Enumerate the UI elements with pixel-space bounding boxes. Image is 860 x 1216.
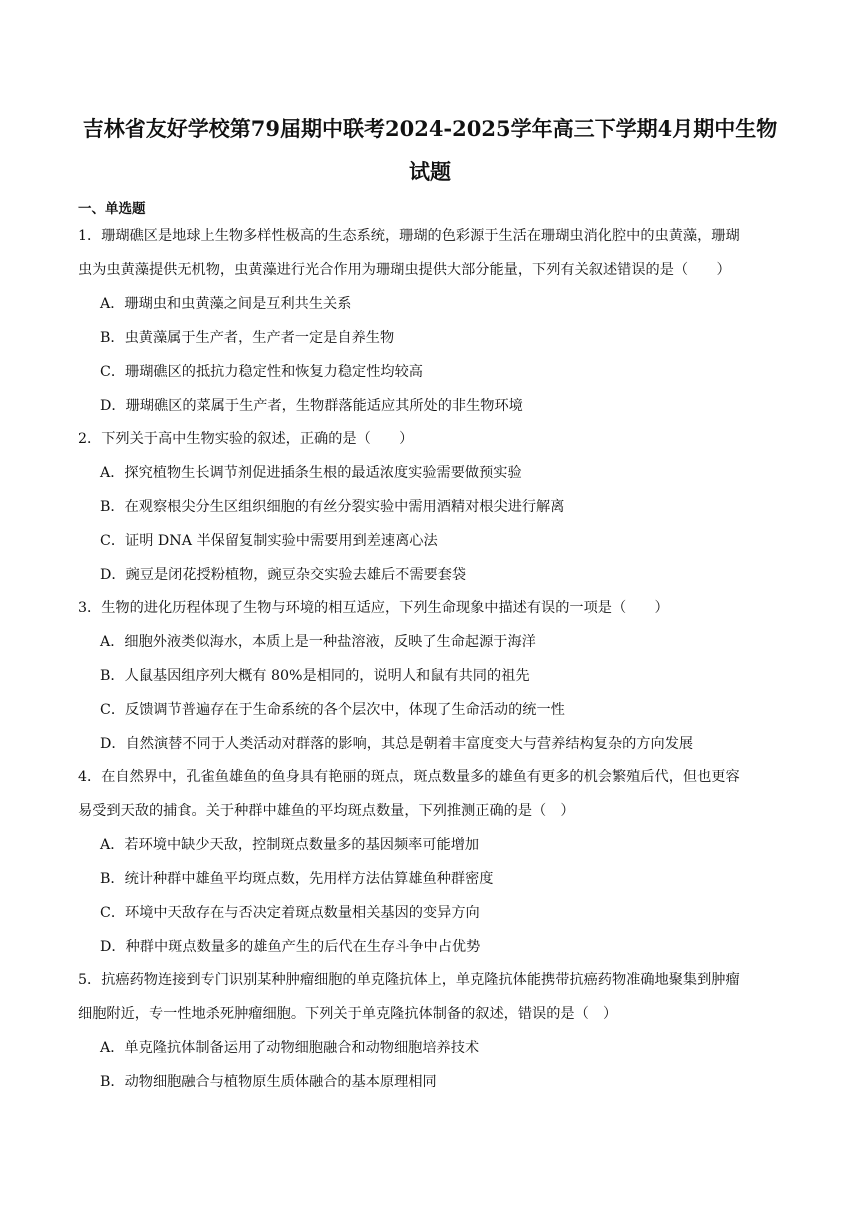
- question-5-stem-line-1: 5．抗癌药物连接到专门识别某种肿瘤细胞的单克隆抗体上，单克隆抗体能携带抗癌药物准确地聚集到肿瘤: [78, 972, 740, 988]
- question-1-option-b: B．虫黄藻属于生产者，生产者一定是自养生物: [100, 330, 395, 346]
- question-4-stem-line-2: 易受到天敌的捕食。关于种群中雄鱼的平均斑点数量，下列推测正确的是（ ）: [78, 803, 575, 819]
- question-2-option-d: D．豌豆是闭花授粉植物，豌豆杂交实验去雄后不需要套袋: [100, 567, 467, 583]
- question-5-option-a: A．单克隆抗体制备运用了动物细胞融合和动物细胞培养技术: [100, 1040, 480, 1056]
- question-4-stem-line-1: 4．在自然界中，孔雀鱼雄鱼的鱼身具有艳丽的斑点，斑点数量多的雄鱼有更多的机会繁殖后代，但也更容: [78, 769, 740, 785]
- question-2-stem-line-1: 2．下列关于高中生物实验的叙述，正确的是（ ）: [78, 431, 414, 447]
- question-1-option-d: D．珊瑚礁区的菜属于生产者，生物群落能适应其所处的非生物环境: [100, 398, 523, 414]
- question-5-stem-line-2: 细胞附近，专一性地杀死肿瘤细胞。下列关于单克隆抗体制备的叙述，错误的是（ ）: [78, 1006, 618, 1022]
- question-1-option-a: A．珊瑚虫和虫黄藻之间是互利共生关系: [100, 296, 352, 312]
- exam-title-line-2: 试题: [409, 159, 451, 184]
- question-3-option-c: C．反馈调节普遍存在于生命系统的各个层次中，体现了生命活动的统一性: [100, 702, 565, 718]
- question-2-option-a: A．探究植物生长调节剂促进插条生根的最适浓度实验需要做预实验: [100, 465, 522, 481]
- question-4-option-a: A．若环境中缺少天敌，控制斑点数量多的基因频率可能增加: [100, 837, 480, 853]
- question-1-stem-line-2: 虫为虫黄藻提供无机物，虫黄藻进行光合作用为珊瑚虫提供大部分能量，下列有关叙述错误的是（ ）: [78, 262, 731, 278]
- question-2-option-b: B．在观察根尖分生区组织细胞的有丝分裂实验中需用酒精对根尖进行解离: [100, 499, 565, 515]
- question-4-option-c: C．环境中天敌存在与否决定着斑点数量相关基因的变异方向: [100, 905, 480, 921]
- question-5-option-b: B．动物细胞融合与植物原生质体融合的基本原理相同: [100, 1074, 437, 1090]
- question-3-option-b: B．人鼠基因组序列大概有 80%是相同的，说明人和鼠有共同的祖先: [100, 668, 530, 684]
- question-4-option-d: D．种群中斑点数量多的雄鱼产生的后代在生存斗争中占优势: [100, 939, 481, 955]
- exam-title-line-1: 吉林省友好学校第79届期中联考2024-2025学年高三下学期4月期中生物: [82, 116, 778, 141]
- question-4-option-b: B．统计种群中雄鱼平均斑点数，先用样方法估算雄鱼种群密度: [100, 871, 494, 887]
- question-3-stem-line-1: 3．生物的进化历程体现了生物与环境的相互适应，下列生命现象中描述有误的一项是（ ）: [78, 600, 669, 616]
- question-3-option-d: D．自然演替不同于人类活动对群落的影响，其总是朝着丰富度变大与营养结构复杂的方向发展: [100, 736, 694, 752]
- section-heading: 一、单选题: [78, 201, 146, 217]
- question-1-option-c: C．珊瑚礁区的抵抗力稳定性和恢复力稳定性均较高: [100, 364, 423, 380]
- question-3-option-a: A．细胞外液类似海水，本质上是一种盐溶液，反映了生命起源于海洋: [100, 634, 536, 650]
- question-2-option-c: C．证明 DNA 半保留复制实验中需要用到差速离心法: [100, 533, 438, 549]
- question-1-stem-line-1: 1．珊瑚礁区是地球上生物多样性极高的生态系统，珊瑚的色彩源于生活在珊瑚虫消化腔中的虫黄藻，珊瑚: [78, 228, 740, 244]
